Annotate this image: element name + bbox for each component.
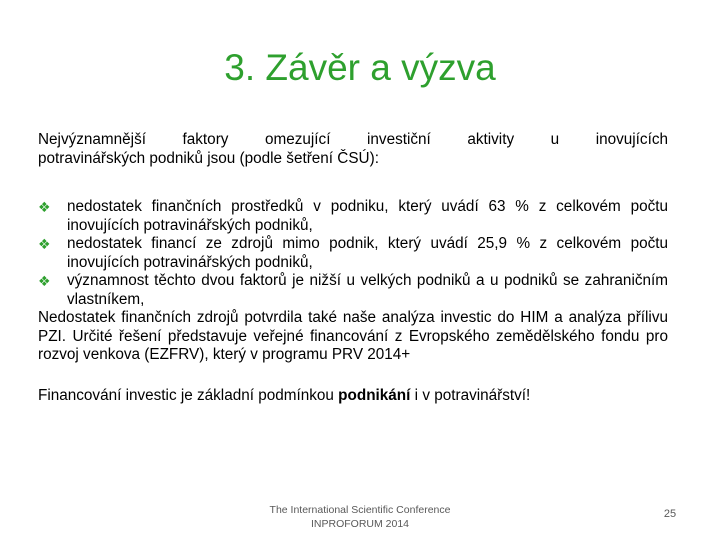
footer-conference-edition: INPROFORUM 2014 [310,518,410,530]
list-item [38,198,668,235]
bullet-text: významnost těchto dvou faktorů je nižší u velkých podniků a u podniků se zahraničním vlastníkem, [67,272,668,308]
slide-body [38,131,668,405]
green-diamond-bullet-icon: ❖ [38,237,51,253]
list-item [38,235,668,272]
callout-bold-word: podnikání [338,386,411,404]
intro-line-1: Nejvýznamnější faktory omezující investiční aktivity u inovujících [38,131,668,148]
page-number: 25 [663,508,677,520]
green-diamond-bullet-icon: ❖ [38,200,51,216]
green-diamond-bullet-icon: ❖ [38,274,51,290]
intro-line-2: potravinářských podniků jsou (podle šetření ČSÚ): [38,149,379,167]
callout-text-end: i v potravinářství! [410,386,531,404]
intro-paragraph [38,131,668,168]
callout-text-start: Financování investic je základní podmínkou [38,386,339,404]
bullet-text: nedostatek financí ze zdrojů mimo podnik, který uvádí 25,9 % z celkovém počtu inovujících potravinářských podniků, [67,235,668,271]
list-item [38,272,668,309]
conclusion-paragraph: Nedostatek finančních zdrojů potvrdila také naše analýza investic do HIM a analýza přílivu PZI. Určité řešení představuje veřejné financování z Evropského zemědělského fondu pro rozvoj venkova (EZFRV), který v programu PRV 2014+ [38,309,668,363]
callout-paragraph [38,387,668,406]
footer-conference-name: The International Scientific Conference [269,504,451,516]
slide-title: 3. Závěr a výzva [224,47,496,88]
footer [240,503,480,531]
bullet-list [38,198,668,309]
bullet-text: nedostatek finančních prostředků v podniku, který uvádí 63 % z celkovém počtu inovujících potravinářských podniků, [67,198,668,234]
